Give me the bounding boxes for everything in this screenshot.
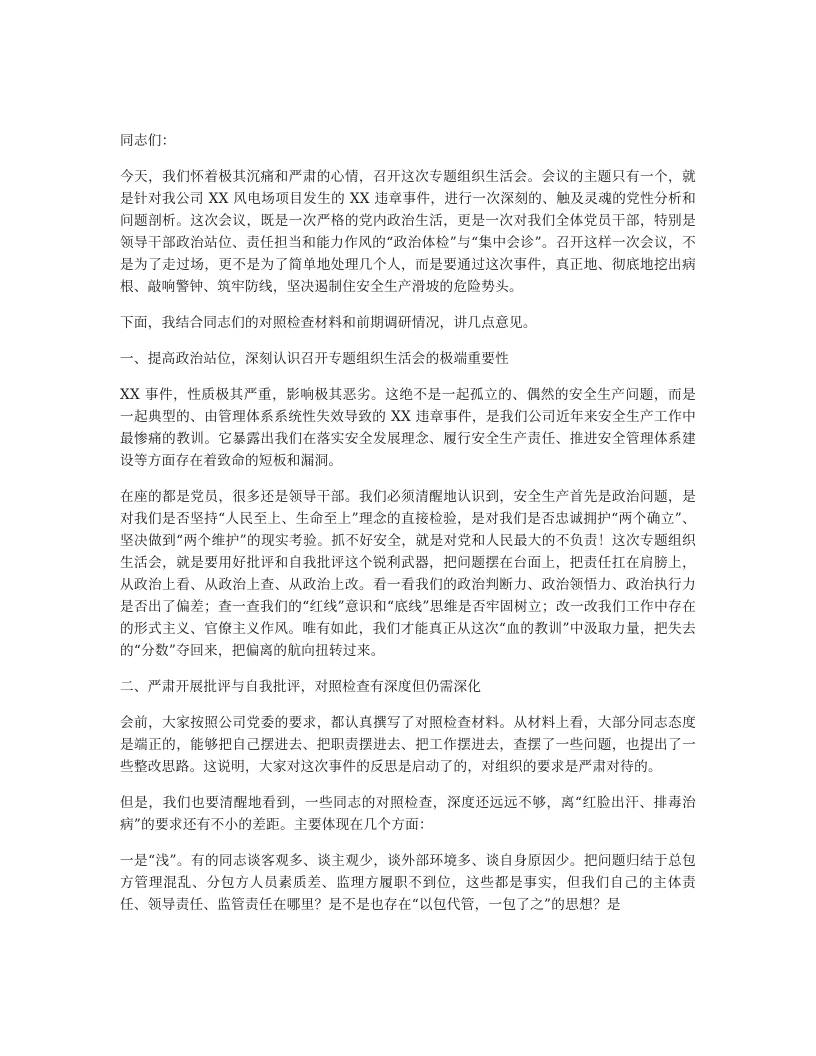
paragraph-intro: 今天，我们怀着极其沉痛和严肃的心情，召开这次专题组织生活会。会议的主题只有一个，就是针对我公司 XX 风电场项目发生的 XX 违章事件，进行一次深刻的、触及灵魂的党性分析和问题剖析。这次会议，既是一次严格的党内政治生活，更是一次对我们全体党员干部，特别是领导干部政治站位、责任担当和能力作风的“政治体检”与“集中会诊”。召开这样一次会议，不是为了走过场，更不是为了简单地处理几个人，而是要通过这次事件，真正地、彻底地挖出病根、敲响警钟、筑牢防线，坚决遏制住安全生产滑坡的危险势头。 bbox=[120, 169, 696, 295]
paragraph-materials: 会前，大家按照公司党委的要求，都认真撰写了对照检查材料。从材料上看，大部分同志态度是端正的，能够把自己摆进去、把职责摆进去、把工作摆进去，查摆了一些问题，也提出了一些整改思路。这说明，大家对这次事件的反思是启动了的，对组织的要求是严肃对待的。 bbox=[120, 715, 696, 775]
paragraph-point-one: 一是“浅”。有的同志谈客观多、谈主观少，谈外部环境多、谈自身原因少。把问题归结于总包方管理混乱、分包方人员素质差、监理方履职不到位，这些都是事实，但我们自己的主体责任、领导责任、监管责任在哪里？是不是也存在“以包代管，一包了之”的思想？是 bbox=[120, 853, 696, 913]
paragraph-transition: 下面，我结合同志们的对照检查材料和前期调研情况，讲几点意见。 bbox=[120, 315, 537, 331]
paragraph-political: 在座的都是党员，很多还是领导干部。我们必须清醒地认识到，安全生产首先是政治问题，是对我们是否坚持“人民至上、生命至上”理念的直接检验，是对我们是否忠诚拥护“两个确立”、坚决做到“两个维护”的现实考验。抓不好安全，就是对党和人民最大的不负责！这次专题组织生活会，就是要用好批评和自我批评这个锐利武器，把问题摆在台面上，把责任扛在肩膀上，从政治上看、从政治上查、从政治上改。看一看我们的政治判断力、政治领悟力、政治执行力是否出了偏差；查一查我们的“红线”意识和“底线”思维是否牢固树立；改一改我们工作中存在的形式主义、官僚主义作风。唯有如此，我们才能真正从这次“血的教训”中汲取力量，把失去的“分数”夺回来，把偏离的航向扭转过来。 bbox=[120, 489, 696, 659]
salutation: 同志们： bbox=[120, 133, 176, 149]
paragraph-shortcomings: 但是，我们也要清醒地看到，一些同志的对照检查，深度还远远不够，离“红脸出汗、排毒治病”的要求还有不小的差距。主要体现在几个方面： bbox=[120, 795, 696, 833]
document-body bbox=[120, 130, 696, 930]
section-heading-1: 一、提高政治站位，深刻认识召开专题组织生活会的极端重要性 bbox=[120, 351, 510, 367]
section-heading-2: 二、严肃开展批评与自我批评，对照检查有深度但仍需深化 bbox=[120, 679, 482, 695]
paragraph-incident: XX 事件，性质极其严重，影响极其恶劣。这绝不是一起孤立的、偶然的安全生产问题，而是一起典型的、由管理体系系统性失效导致的 XX 违章事件，是我们公司近年来安全生产工作中最惨痛的教训。它暴露出我们在落实安全发展理念、履行安全生产责任、推进安全管理体系建设等方面存在着致命的短板和漏洞。 bbox=[120, 387, 696, 469]
